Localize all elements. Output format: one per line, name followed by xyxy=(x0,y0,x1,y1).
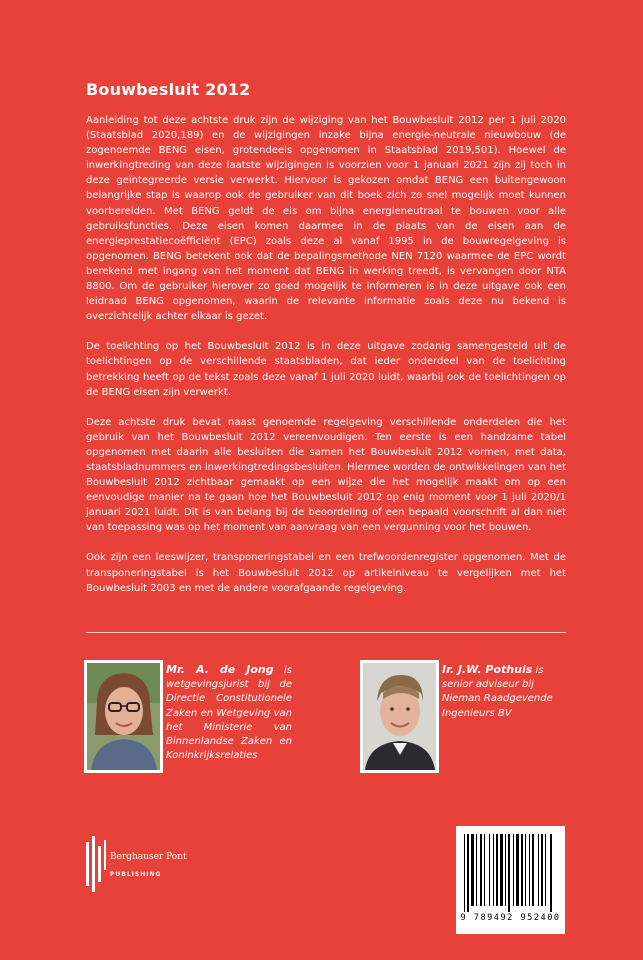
paragraph-1: Aanleiding tot deze achtste druk zijn de wijziging van het Bouwbesluit 2012 per 1 juli 2020 (Staatsblad 2020,189) en de wijzigingen inzake bijna energie-neutrale nieuwbouw (de zogenoemde BENG eisen, grotendeels opgenomen in Staatsblad 2019,501). Hoewel de inwerkingtreding van deze laatste wijzigingen is voorzien voor 1 januari 2021 zijn zij toch in deze geïntegreerde versie verwerkt. Hiervoor is gekozen omdat BENG een buitengewoon belangrijke stap is waarop ook de gebruiker van dit boek zich zo snel mogelijk moet kunnen voorbereiden. Met BENG geldt de eis om bijna energieneutraal te bouwen voor alle gebruiksfuncties. Deze eisen komen daarmee in de plaats van de eisen aan de energieprestatiecoëfficiënt (EPC) zoals deze al vanaf 1995 in de bouwregelgeving is opgenomen. BENG betekent ook dat de bepalingsmethode NEN 7120 waarmee de EPC wordt berekend met ingang van het moment dat BENG in werking treedt, is vervangen door NTA 8800. Om de gebruiker hierover zo goed mogelijk te informeren is in deze uitgave ook een leidraad BENG opgenomen, waarin de relevante informatie zoals deze nu bekend is overzichtelijk achter elkaar is gezet. xyxy=(86,115,566,323)
author-photo-pothuis xyxy=(360,660,439,773)
paragraph-2: De toelichting op het Bouwbesluit 2012 is in deze uitgave zodanig samengesteld uit de toelichtingen op de verschillende staatsbladen, dat ieder onderdeel van de toelichting betrekking heeft op de tekst zoals deze vanaf 1 juli 2020 luidt, waarbij ook de toelichtingen op de BENG eisen zijn verwerkt. xyxy=(86,341,566,398)
blurb-text xyxy=(86,113,566,611)
author-name: Mr. A. de Jong xyxy=(166,663,274,676)
isbn-barcode xyxy=(456,826,565,934)
publisher-sub: PUBLISHING xyxy=(110,871,162,878)
barcode-bars xyxy=(462,834,559,912)
author-description: is wetgevingsjurist bij de Directie Constitutionele Zaken en Wetgeving van het Ministerie van Binnenlandse Zaken en Koninkrijksrelaties xyxy=(166,665,292,762)
author-description: is senior adviseur bij Nieman Raadgevende Ingenieurs BV xyxy=(442,665,553,719)
publisher-logo xyxy=(84,836,224,892)
book-title: Bouwbesluit 2012 xyxy=(86,80,251,99)
publisher-mark-icon xyxy=(84,836,108,892)
paragraph-4: Ook zijn een leeswijzer, transponeringstabel en een trefwoordenregister opgenomen. Met de transponeringstabel is het Bouwbesluit 2012 op artikelniveau te vergelijken met het Bouwbesluit 2003 en met de andere voorafgaande regelgeving. xyxy=(86,552,566,594)
author-name: Ir. J.W. Pothuis xyxy=(442,663,533,676)
divider-line xyxy=(86,632,566,633)
publisher-name: Berghauser Pont xyxy=(110,852,187,862)
author-photo-de-jong xyxy=(84,660,163,773)
author-bio-de-jong xyxy=(166,663,292,763)
paragraph-3: Deze achtste druk bevat naast genoemde regelgeving verschillende onderdelen die het gebruik van het Bouwbesluit 2012 vereenvoudigen. Ten eerste is een handzame tabel opgenomen met daarin alle besluiten die samen het Bouwbesluit 2012 vormen, met data, staatsbladnummers en inwerkingtredingsbesluiten. Hiermee worden de ontwikkelingen van het Bouwbesluit 2012 zichtbaar gemaakt op een wijze die het mogelijk maakt om op een eenvoudige manier na te gaan hoe het Bouwbesluit 2012 op enig moment voor 1 juli 2020/1 januari 2021 luidt. Dit is van belang bij de beoordeling of een bepaald voorschrift al dan niet van toepassing was op het moment van aanvraag van een vergunning voor het bouwen. xyxy=(86,416,566,534)
author-bio-pothuis xyxy=(442,663,567,721)
isbn-number: 9 789492 952400 xyxy=(460,913,561,923)
